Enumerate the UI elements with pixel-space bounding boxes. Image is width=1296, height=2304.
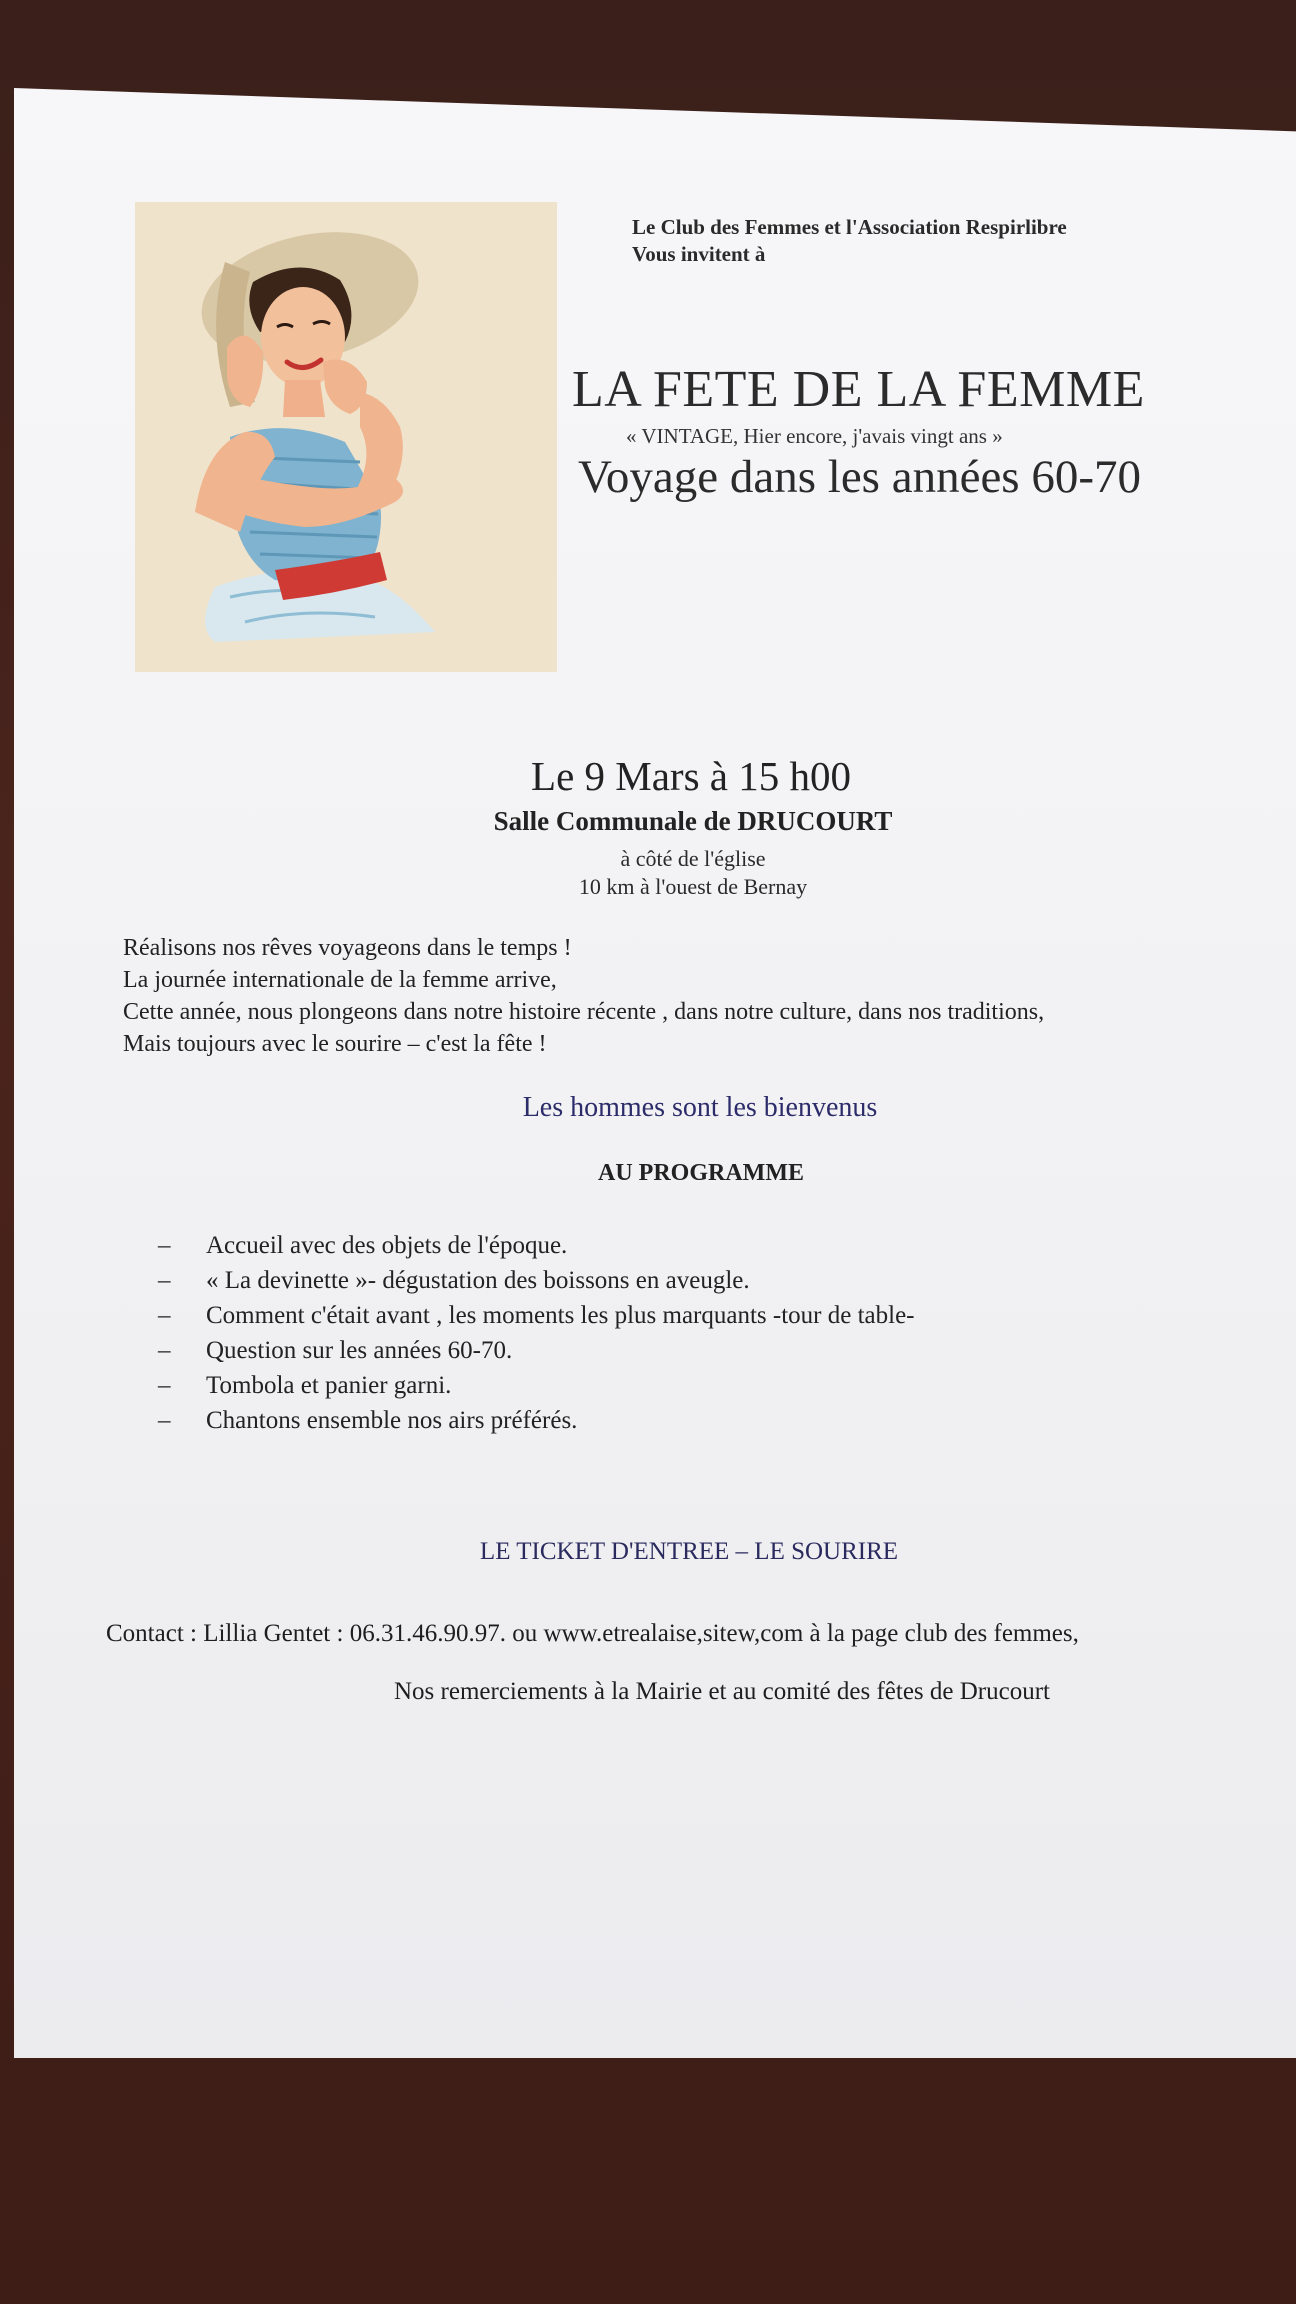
venue-detail-2: 10 km à l'ouest de Bernay — [578, 874, 808, 899]
intro-line-2: La journée internationale de la femme arrive, — [123, 967, 557, 993]
event-subtitle: « VINTAGE, Hier encore, j'avais vingt ans » — [626, 424, 1003, 448]
intro-line-1: Réalisons nos rêves voyageons dans le temps ! — [123, 935, 572, 961]
program-item-text: Chantons ensemble nos airs préférés. — [206, 1407, 578, 1434]
program-bullet: – — [158, 1232, 171, 1259]
organizers-line-2: Vous invitent à — [632, 242, 766, 266]
program-item-text: Question sur les années 60-70. — [206, 1337, 513, 1364]
intro-paragraph — [123, 932, 1044, 1060]
event-venue: Salle Communale de DRUCOURT — [493, 806, 893, 836]
program-item-text: Comment c'était avant , les moments les plus marquants -tour de table- — [206, 1302, 915, 1329]
program-item — [158, 1263, 915, 1298]
program-bullet: – — [158, 1407, 171, 1434]
program-item — [158, 1298, 915, 1333]
program-bullet: – — [158, 1337, 171, 1364]
intro-line-3: Cette année, nous plongeons dans notre histoire récente , dans notre culture, dans nos traditions, — [123, 999, 1045, 1025]
program-bullet: – — [158, 1372, 171, 1399]
program-item — [158, 1333, 915, 1368]
program-item — [158, 1228, 915, 1263]
contact-info: Contact : Lillia Gentet : 06.31.46.90.97. ou www.etrealaise,sitew,com à la page club des femmes, — [106, 1620, 1079, 1647]
program-heading: AU PROGRAMME — [598, 1160, 804, 1186]
organizers-text — [632, 214, 1067, 268]
program-item — [158, 1368, 915, 1403]
thanks-note: Nos remerciements à la Mairie et au comité des fêtes de Drucourt — [394, 1678, 1050, 1705]
vintage-woman-illustration — [135, 202, 557, 672]
program-bullet: – — [158, 1267, 171, 1294]
program-item — [158, 1403, 915, 1438]
program-list — [158, 1228, 915, 1438]
venue-detail-1: à côté de l'église — [620, 846, 766, 871]
program-item-text: Accueil avec des objets de l'époque. — [206, 1232, 568, 1259]
organizers-line-1: Le Club des Femmes et l'Association Respirlibre — [632, 215, 1067, 239]
event-date: Le 9 Mars à 15 h00 — [531, 753, 851, 799]
program-item-text: Tombola et panier garni. — [206, 1372, 452, 1399]
event-theme: Voyage dans les années 60-70 — [578, 451, 1141, 503]
program-bullet: – — [158, 1302, 171, 1329]
ticket-note: LE TICKET D'ENTREE – LE SOURIRE — [479, 1538, 899, 1565]
intro-line-4: Mais toujours avec le sourire – c'est la fête ! — [123, 1031, 547, 1057]
event-title: LA FETE DE LA FEMME — [572, 361, 1145, 418]
program-item-text: « La devinette »- dégustation des boissons en aveugle. — [206, 1267, 750, 1294]
welcome-note: Les hommes sont les bienvenus — [522, 1092, 878, 1123]
